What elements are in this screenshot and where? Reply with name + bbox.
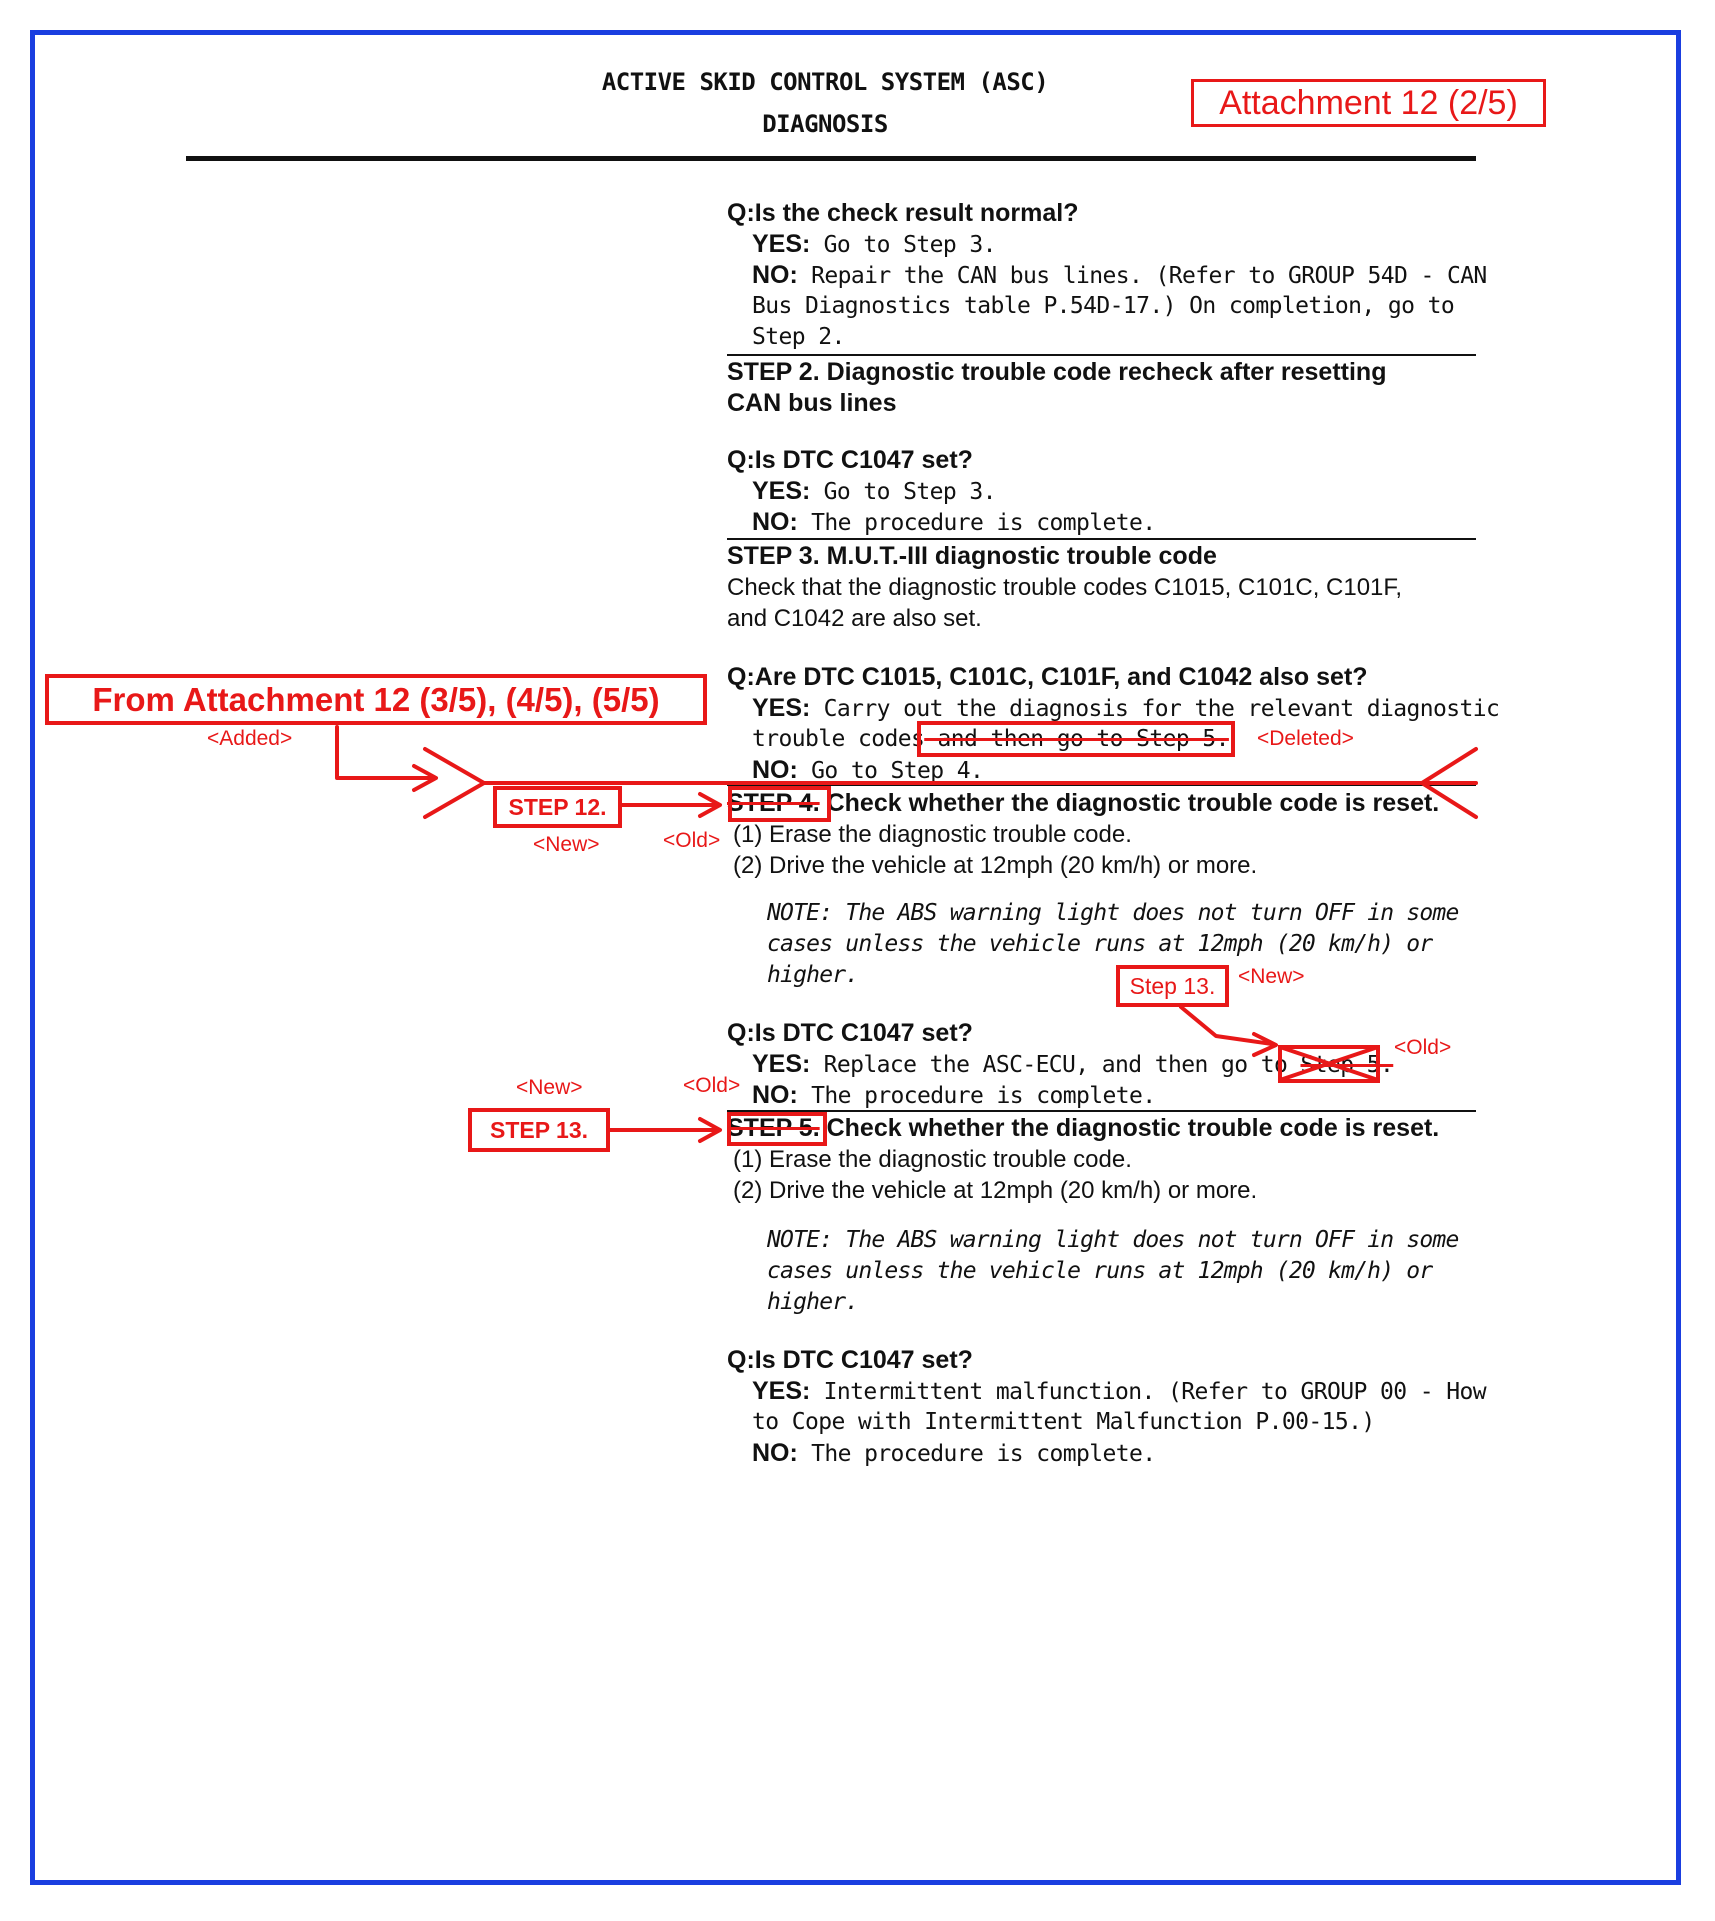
step5-heading-row — [727, 1113, 1439, 1144]
step5-question: Q:Is DTC C1047 set? — [727, 1346, 973, 1374]
note-label: NOTE: — [767, 1227, 833, 1253]
new-tag: <New> — [516, 1076, 583, 1099]
no-text: The procedure is complete. — [811, 1441, 1156, 1467]
yes-label: YES: — [752, 1377, 811, 1405]
step3-heading: STEP 3. M.U.T.-III diagnostic trouble code — [727, 542, 1217, 570]
yes-label: YES: — [752, 1050, 811, 1078]
step4-old-label-box — [728, 786, 831, 822]
no-label: NO: — [752, 1081, 798, 1109]
no-text: The procedure is complete. — [811, 510, 1156, 536]
step2-heading-line2: CAN bus lines — [727, 389, 897, 417]
step4-question: Q:Is DTC C1047 set? — [727, 1019, 973, 1047]
deleted-text: and then go to Step 5. — [924, 726, 1229, 752]
yes-text-prefix: trouble codes — [752, 726, 925, 752]
step5-item1: (1) Erase the diagnostic trouble code. — [733, 1146, 1132, 1173]
step13-small-box: Step 13. — [1116, 965, 1229, 1007]
step4-heading-row — [727, 788, 1439, 819]
step4-item1: (1) Erase the diagnostic trouble code. — [733, 821, 1132, 848]
answer-yes — [752, 229, 996, 261]
step5-old-label: STEP 5. — [727, 1114, 820, 1142]
old-tag: <Old> — [683, 1074, 741, 1097]
note-text: The ABS warning light does not turn OFF in some — [845, 1227, 1459, 1253]
no-label: NO: — [752, 508, 798, 536]
step13-new-box: STEP 13. — [468, 1108, 610, 1152]
step12-new-box: STEP 12. — [493, 786, 622, 828]
old-step-ref-box — [1278, 1045, 1380, 1083]
step5-answer-no — [752, 1438, 1156, 1470]
step2-question: Q:Is DTC C1047 set? — [727, 446, 973, 474]
step4-note-line2: cases unless the vehicle runs at 12mph (20 km/h) or — [767, 931, 1433, 957]
header-rule — [186, 156, 1476, 161]
no-label: NO: — [752, 1439, 798, 1467]
yes-text-line1: Carry out the diagnosis for the relevant diagnostic — [823, 696, 1500, 722]
added-tag: <Added> — [207, 727, 293, 750]
divider — [727, 354, 1476, 356]
yes-text: Replace the ASC-ECU, and then go to — [823, 1052, 1288, 1078]
yes-text-line1: Intermittent malfunction. (Refer to GROUP 00 - How — [823, 1379, 1486, 1405]
step5-note-line3: higher. — [767, 1289, 859, 1315]
document-title: ACTIVE SKID CONTROL SYSTEM (ASC) — [601, 68, 1049, 96]
step3-body-line2: and C1042 are also set. — [727, 605, 982, 632]
step4-note-line1 — [767, 898, 1459, 929]
answer-no-line2: Bus Diagnostics table P.54D-17.) On completion, go to — [752, 293, 1455, 319]
step5-note-line2: cases unless the vehicle runs at 12mph (20 km/h) or — [767, 1258, 1433, 1284]
step5-heading: Check whether the diagnostic trouble code is reset. — [826, 1114, 1440, 1142]
old-step-ref: Step 5. — [1300, 1052, 1394, 1078]
step3-answer-no — [752, 755, 983, 787]
answer-no — [752, 260, 1487, 292]
document-subtitle: DIAGNOSIS — [762, 110, 888, 138]
step3-body-line1: Check that the diagnostic trouble codes C1015, C101C, C101F, — [727, 574, 1403, 601]
note-text: The ABS warning light does not turn OFF in some — [845, 900, 1459, 926]
from-attachment-box: From Attachment 12 (3/5), (4/5), (5/5) — [45, 674, 707, 725]
divider — [727, 538, 1476, 540]
note-label: NOTE: — [767, 900, 833, 926]
step5-old-label-box — [727, 1112, 827, 1146]
divider — [727, 1110, 1476, 1112]
step4-item2: (2) Drive the vehicle at 12mph (20 km/h) or more. — [733, 852, 1258, 879]
step5-answer-yes — [752, 1376, 1486, 1408]
step3-question: Q:Are DTC C1015, C101C, C101F, and C1042 also set? — [727, 663, 1368, 691]
new-tag: <New> — [533, 833, 600, 856]
yes-text: Go to Step 3. — [823, 232, 996, 258]
step4-old-label: STEP 4. — [727, 789, 820, 817]
answer-no-line3: Step 2. — [752, 324, 845, 350]
step2-answer-no — [752, 507, 1156, 539]
step5-item2: (2) Drive the vehicle at 12mph (20 km/h) or more. — [733, 1177, 1258, 1204]
divider — [727, 784, 1476, 786]
deleted-text-box — [917, 721, 1235, 757]
attachment-label: Attachment 12 (2/5) — [1191, 79, 1546, 127]
old-tag: <Old> — [663, 829, 721, 852]
deleted-tag: <Deleted> — [1257, 727, 1354, 750]
no-label: NO: — [752, 756, 798, 784]
no-label: NO: — [752, 261, 798, 289]
step2-heading: STEP 2. Diagnostic trouble code recheck after resetting — [727, 358, 1387, 386]
no-text-line1: Repair the CAN bus lines. (Refer to GROUP 54D - CAN — [811, 263, 1487, 289]
step4-answer-no — [752, 1080, 1156, 1112]
no-text: Go to Step 4. — [811, 758, 984, 784]
step2-answer-yes — [752, 476, 996, 508]
no-text: The procedure is complete. — [811, 1083, 1156, 1109]
yes-label: YES: — [752, 230, 811, 258]
yes-text: Go to Step 3. — [823, 479, 996, 505]
question-check-result: Q:Is the check result normal? — [727, 199, 1079, 227]
old-tag: <Old> — [1394, 1036, 1452, 1059]
step5-answer-yes-line2: to Cope with Intermittent Malfunction P.00-15.) — [752, 1409, 1375, 1435]
step4-heading: Check whether the diagnostic trouble code is reset. — [826, 789, 1440, 817]
step4-note-line3: higher. — [767, 962, 859, 988]
yes-label: YES: — [752, 694, 811, 722]
yes-label: YES: — [752, 477, 811, 505]
step5-note-line1 — [767, 1225, 1459, 1256]
new-tag: <New> — [1238, 965, 1305, 988]
